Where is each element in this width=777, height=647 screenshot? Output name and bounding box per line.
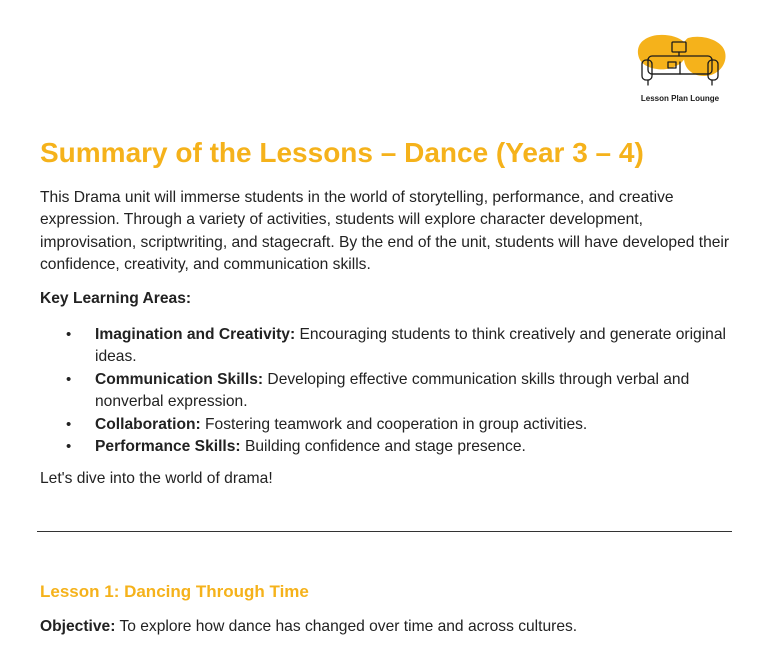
objective-text: To explore how dance has changed over time and across cultures.: [115, 618, 578, 635]
key-areas-list: [40, 324, 740, 458]
key-areas-heading: Key Learning Areas:: [40, 290, 192, 307]
list-item: [40, 436, 740, 458]
list-item: [40, 414, 740, 436]
objective-label: Objective:: [40, 618, 116, 635]
area-term: Collaboration:: [95, 415, 201, 433]
area-description: Fostering teamwork and cooperation in group activities.: [200, 415, 588, 433]
section-divider: [37, 531, 732, 532]
sofa-icon: [632, 32, 728, 92]
bullet-icon: •: [66, 370, 72, 388]
intro-paragraph: This Drama unit will immerse students in the world of storytelling, performance, and creative expression. Through a variety of activities, students will explore character development, improvisation, scriptwriting, and stagecraft. By the end of the unit, students will have developed their confidence, creativity, and communication skills.: [40, 189, 730, 274]
lesson-title: Lesson 1: Dancing Through Time: [40, 582, 309, 601]
list-item: [40, 369, 740, 414]
bullet-icon: •: [66, 438, 72, 456]
closing-text: Let's dive into the world of drama!: [40, 470, 273, 487]
logo-label: Lesson Plan Lounge: [640, 94, 720, 103]
area-term: Communication Skills:: [95, 370, 264, 388]
area-description: Encouraging students to think creatively and generate original ideas.: [95, 326, 726, 366]
page-title: Summary of the Lessons – Dance (Year 3 – 4): [40, 137, 644, 168]
lesson-objective: [40, 618, 577, 636]
area-term: Performance Skills:: [95, 438, 241, 456]
area-description: Developing effective communication skills through verbal and nonverbal expression.: [95, 370, 690, 411]
area-term: Imagination and Creativity:: [95, 326, 296, 343]
bullet-icon: •: [66, 326, 72, 343]
bullet-icon: •: [66, 415, 72, 433]
area-description: Building confidence and stage presence.: [240, 438, 526, 456]
brand-logo: [632, 32, 728, 108]
list-item: [40, 324, 740, 369]
